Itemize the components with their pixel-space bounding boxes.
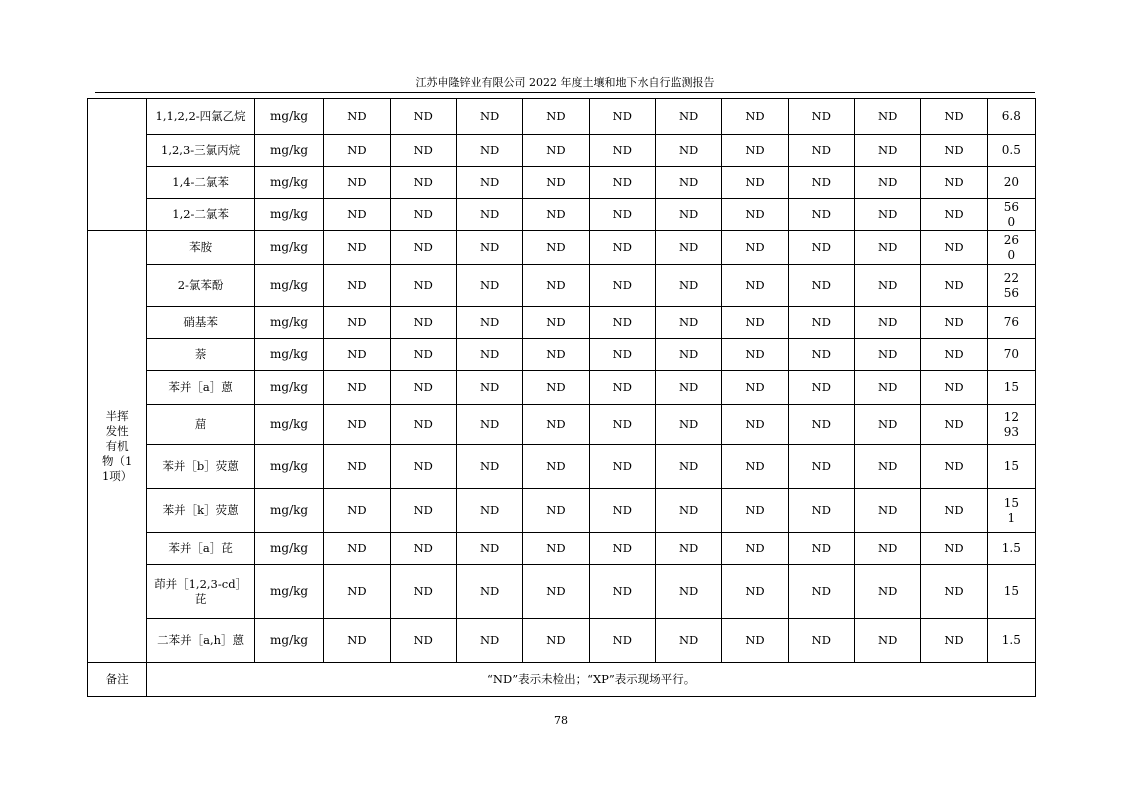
limit-cell — [987, 489, 1035, 533]
unit-cell: mg/kg — [254, 265, 323, 307]
table-row — [88, 619, 1036, 663]
result-cell: ND — [854, 445, 920, 489]
result-cell: ND — [722, 99, 788, 135]
limit-cell — [987, 371, 1035, 405]
result-cell: ND — [324, 371, 390, 405]
result-cell: ND — [523, 405, 589, 445]
result-cell: ND — [523, 307, 589, 339]
result-cell: ND — [921, 445, 987, 489]
result-cell: ND — [589, 339, 655, 371]
result-cell: ND — [390, 307, 456, 339]
analyte-name: 1,2-二氯苯 — [147, 199, 255, 231]
result-cell: ND — [324, 307, 390, 339]
unit-cell: mg/kg — [254, 99, 323, 135]
result-cell: ND — [589, 565, 655, 619]
result-cell: ND — [854, 167, 920, 199]
result-cell: ND — [324, 445, 390, 489]
result-cell: ND — [390, 371, 456, 405]
result-cell: ND — [921, 339, 987, 371]
category-cell — [88, 231, 147, 663]
limit-value: 0.5 — [1001, 143, 1021, 157]
result-cell: ND — [523, 489, 589, 533]
result-cell: ND — [655, 405, 721, 445]
result-cell: ND — [854, 619, 920, 663]
result-cell: ND — [456, 489, 522, 533]
table-row — [88, 533, 1036, 565]
result-cell: ND — [722, 231, 788, 265]
result-cell: ND — [523, 167, 589, 199]
limit-value: 260 — [1003, 232, 1019, 262]
result-cell: ND — [390, 231, 456, 265]
unit-cell: mg/kg — [254, 445, 323, 489]
result-cell: ND — [390, 489, 456, 533]
limit-value: 560 — [1003, 199, 1019, 229]
result-cell: ND — [921, 135, 987, 167]
unit-cell: mg/kg — [254, 619, 323, 663]
limit-value: 15 — [1003, 459, 1019, 473]
unit-cell: mg/kg — [254, 135, 323, 167]
result-cell: ND — [523, 619, 589, 663]
table-row — [88, 565, 1036, 619]
result-cell: ND — [921, 619, 987, 663]
result-cell: ND — [390, 405, 456, 445]
result-cell: ND — [655, 371, 721, 405]
result-cell: ND — [324, 339, 390, 371]
analyte-name: 苯胺 — [147, 231, 255, 265]
limit-value: 70 — [1003, 347, 1019, 361]
result-cell: ND — [788, 489, 854, 533]
result-cell: ND — [523, 339, 589, 371]
result-cell: ND — [324, 489, 390, 533]
result-cell: ND — [589, 619, 655, 663]
result-cell: ND — [324, 619, 390, 663]
analyte-name: 茚并［1,2,3-cd］芘 — [147, 565, 255, 619]
result-cell: ND — [854, 265, 920, 307]
result-cell: ND — [722, 135, 788, 167]
result-cell: ND — [854, 135, 920, 167]
result-cell: ND — [788, 565, 854, 619]
result-cell: ND — [456, 619, 522, 663]
analyte-name: 1,2,3-三氯丙烷 — [147, 135, 255, 167]
analyte-name: 1,4-二氯苯 — [147, 167, 255, 199]
remark-label: 备注 — [88, 663, 147, 697]
result-cell: ND — [324, 231, 390, 265]
result-cell: ND — [788, 371, 854, 405]
unit-cell: mg/kg — [254, 167, 323, 199]
result-cell: ND — [655, 231, 721, 265]
limit-cell — [987, 533, 1035, 565]
result-cell: ND — [722, 489, 788, 533]
result-cell: ND — [722, 339, 788, 371]
result-cell: ND — [390, 199, 456, 231]
result-cell: ND — [324, 405, 390, 445]
result-cell: ND — [589, 445, 655, 489]
result-cell: ND — [324, 533, 390, 565]
unit-cell: mg/kg — [254, 565, 323, 619]
result-cell: ND — [523, 99, 589, 135]
result-cell: ND — [722, 307, 788, 339]
result-cell: ND — [523, 533, 589, 565]
result-cell: ND — [523, 199, 589, 231]
category-cell — [88, 99, 147, 231]
result-cell: ND — [655, 99, 721, 135]
result-cell: ND — [854, 533, 920, 565]
result-cell: ND — [456, 405, 522, 445]
result-cell: ND — [390, 167, 456, 199]
result-cell: ND — [523, 231, 589, 265]
unit-cell: mg/kg — [254, 489, 323, 533]
limit-value: 76 — [1003, 315, 1019, 329]
result-cell: ND — [589, 167, 655, 199]
result-cell: ND — [788, 231, 854, 265]
table-body — [88, 99, 1036, 697]
result-cell: ND — [456, 167, 522, 199]
remark-row — [88, 663, 1036, 697]
result-cell: ND — [456, 445, 522, 489]
result-cell: ND — [324, 199, 390, 231]
result-cell: ND — [390, 445, 456, 489]
result-cell: ND — [655, 167, 721, 199]
result-cell: ND — [456, 135, 522, 167]
result-cell: ND — [390, 99, 456, 135]
result-cell: ND — [390, 619, 456, 663]
result-cell: ND — [722, 199, 788, 231]
result-cell: ND — [324, 167, 390, 199]
result-cell: ND — [589, 135, 655, 167]
monitoring-results-table — [87, 98, 1036, 697]
unit-cell: mg/kg — [254, 371, 323, 405]
result-cell: ND — [456, 99, 522, 135]
analyte-name: 苯并［a］芘 — [147, 533, 255, 565]
table-row — [88, 231, 1036, 265]
result-cell: ND — [456, 307, 522, 339]
limit-cell — [987, 231, 1035, 265]
result-cell: ND — [655, 445, 721, 489]
result-cell: ND — [722, 405, 788, 445]
result-cell: ND — [390, 533, 456, 565]
unit-cell: mg/kg — [254, 231, 323, 265]
result-cell: ND — [655, 135, 721, 167]
limit-value: 1.5 — [1001, 633, 1021, 647]
limit-cell — [987, 99, 1035, 135]
result-cell: ND — [854, 489, 920, 533]
result-cell: ND — [655, 533, 721, 565]
remark-text: “ND”表示未检出；“XP”表示现场平行。 — [147, 663, 1036, 697]
result-cell: ND — [655, 489, 721, 533]
limit-cell — [987, 445, 1035, 489]
result-cell: ND — [589, 199, 655, 231]
result-cell: ND — [456, 339, 522, 371]
result-cell: ND — [655, 339, 721, 371]
analyte-name: 䓛 — [147, 405, 255, 445]
result-cell: ND — [788, 339, 854, 371]
result-cell: ND — [456, 231, 522, 265]
result-cell: ND — [921, 565, 987, 619]
result-cell: ND — [788, 307, 854, 339]
result-cell: ND — [589, 231, 655, 265]
result-cell: ND — [722, 167, 788, 199]
limit-cell — [987, 565, 1035, 619]
result-cell: ND — [390, 565, 456, 619]
result-cell: ND — [456, 371, 522, 405]
limit-value: 20 — [1003, 175, 1019, 189]
result-cell: ND — [921, 167, 987, 199]
result-cell: ND — [523, 265, 589, 307]
result-cell: ND — [788, 445, 854, 489]
limit-value: 15 — [1003, 584, 1019, 598]
table-row — [88, 199, 1036, 231]
limit-cell — [987, 199, 1035, 231]
limit-value: 6.8 — [1001, 109, 1021, 123]
unit-cell: mg/kg — [254, 339, 323, 371]
table-row — [88, 265, 1036, 307]
analyte-name: 苯并［b］荧蒽 — [147, 445, 255, 489]
limit-cell — [987, 339, 1035, 371]
result-cell: ND — [921, 199, 987, 231]
result-cell: ND — [854, 307, 920, 339]
analyte-name: 苯并［a］蒽 — [147, 371, 255, 405]
result-cell: ND — [456, 265, 522, 307]
limit-value: 15 — [1003, 380, 1019, 394]
result-cell: ND — [523, 565, 589, 619]
result-cell: ND — [788, 265, 854, 307]
result-cell: ND — [921, 489, 987, 533]
result-cell: ND — [854, 199, 920, 231]
table-row — [88, 445, 1036, 489]
table-row — [88, 371, 1036, 405]
result-cell: ND — [390, 135, 456, 167]
result-cell: ND — [722, 265, 788, 307]
result-cell: ND — [788, 405, 854, 445]
result-cell: ND — [788, 533, 854, 565]
result-cell: ND — [523, 445, 589, 489]
table-row — [88, 167, 1036, 199]
result-cell: ND — [390, 339, 456, 371]
result-cell: ND — [722, 533, 788, 565]
unit-cell: mg/kg — [254, 533, 323, 565]
result-cell: ND — [722, 371, 788, 405]
limit-value: 1293 — [1003, 409, 1019, 439]
result-cell: ND — [324, 565, 390, 619]
result-cell: ND — [788, 99, 854, 135]
result-cell: ND — [456, 199, 522, 231]
limit-value: 151 — [1003, 495, 1019, 525]
table-row — [88, 135, 1036, 167]
unit-cell: mg/kg — [254, 307, 323, 339]
result-cell: ND — [324, 265, 390, 307]
result-cell: ND — [655, 199, 721, 231]
analyte-name: 2-氯苯酚 — [147, 265, 255, 307]
result-cell: ND — [324, 135, 390, 167]
result-cell: ND — [921, 405, 987, 445]
result-cell: ND — [788, 619, 854, 663]
result-cell: ND — [589, 489, 655, 533]
result-cell: ND — [921, 371, 987, 405]
result-cell: ND — [655, 565, 721, 619]
result-cell: ND — [589, 99, 655, 135]
result-cell: ND — [589, 307, 655, 339]
unit-cell: mg/kg — [254, 405, 323, 445]
result-cell: ND — [921, 231, 987, 265]
result-cell: ND — [390, 265, 456, 307]
analyte-name: 1,1,2,2-四氯乙烷 — [147, 99, 255, 135]
limit-value: 1.5 — [1001, 541, 1021, 555]
category-label: 半挥发性有机物（11项） — [101, 409, 133, 483]
table-row — [88, 489, 1036, 533]
result-cell: ND — [788, 167, 854, 199]
result-cell: ND — [921, 533, 987, 565]
result-cell: ND — [854, 231, 920, 265]
result-cell: ND — [589, 405, 655, 445]
table-row — [88, 339, 1036, 371]
result-cell: ND — [722, 565, 788, 619]
limit-cell — [987, 619, 1035, 663]
result-cell: ND — [456, 533, 522, 565]
table-row — [88, 405, 1036, 445]
header-divider — [95, 92, 1035, 93]
result-cell: ND — [523, 371, 589, 405]
result-cell: ND — [456, 565, 522, 619]
limit-cell — [987, 405, 1035, 445]
result-cell: ND — [324, 99, 390, 135]
result-cell: ND — [722, 619, 788, 663]
result-cell: ND — [854, 339, 920, 371]
limit-cell — [987, 307, 1035, 339]
result-cell: ND — [854, 99, 920, 135]
analyte-name: 硝基苯 — [147, 307, 255, 339]
result-cell: ND — [921, 99, 987, 135]
result-cell: ND — [655, 265, 721, 307]
analyte-name: 苯并［k］荧蒽 — [147, 489, 255, 533]
result-cell: ND — [788, 199, 854, 231]
limit-cell — [987, 265, 1035, 307]
result-cell: ND — [722, 445, 788, 489]
limit-cell — [987, 135, 1035, 167]
result-cell: ND — [921, 265, 987, 307]
result-cell: ND — [523, 135, 589, 167]
result-cell: ND — [655, 619, 721, 663]
result-cell: ND — [854, 405, 920, 445]
unit-cell: mg/kg — [254, 199, 323, 231]
analyte-name: 萘 — [147, 339, 255, 371]
limit-value: 2256 — [1003, 270, 1019, 300]
header-title: 江苏申隆锌业有限公司 2022 年度土壤和地下水自行监测报告 — [415, 76, 715, 89]
analyte-name: 二苯并［a,h］蒽 — [147, 619, 255, 663]
limit-cell — [987, 167, 1035, 199]
result-cell: ND — [788, 135, 854, 167]
result-cell: ND — [854, 565, 920, 619]
result-cell: ND — [589, 265, 655, 307]
table-row — [88, 307, 1036, 339]
result-cell: ND — [854, 371, 920, 405]
page-number: 78 — [554, 714, 568, 727]
result-cell: ND — [655, 307, 721, 339]
result-cell: ND — [921, 307, 987, 339]
result-cell: ND — [589, 533, 655, 565]
table-row — [88, 99, 1036, 135]
result-cell: ND — [589, 371, 655, 405]
